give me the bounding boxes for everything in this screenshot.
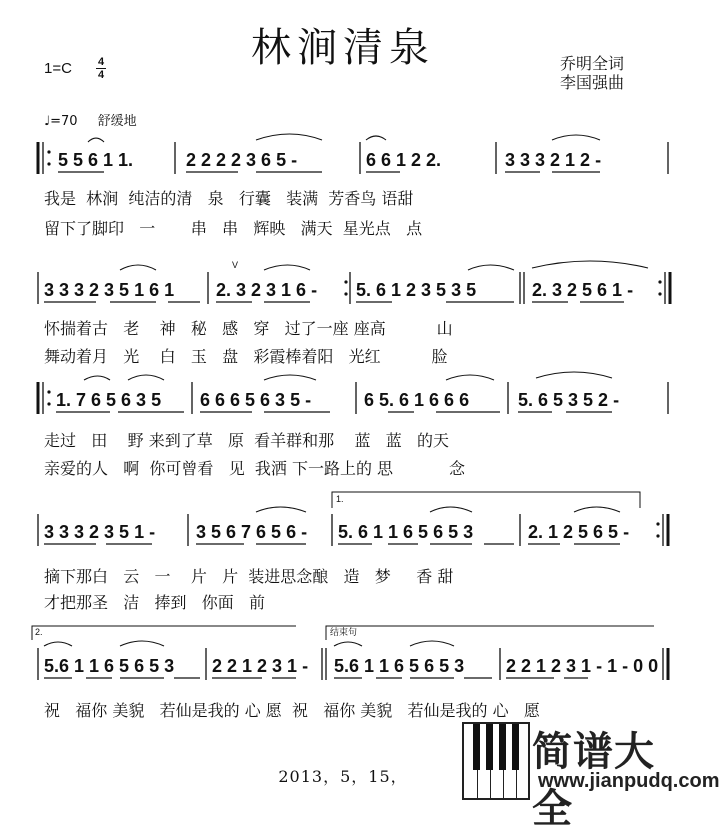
measure: 2. 3 2 5 6 1 - xyxy=(532,280,634,300)
piano-keys-icon xyxy=(462,722,530,800)
measure: 5 5 6 1 1. xyxy=(58,150,134,170)
measure: 5. 6 5 3 5 2 - xyxy=(518,390,620,410)
measure: 3 3 3 2 3 5 1 6 1 xyxy=(44,280,175,300)
measure: 3 3 3 2 3 5 1 - xyxy=(44,522,156,542)
score-row-1 xyxy=(0,128,686,188)
time-signature-top: 4 xyxy=(97,56,105,68)
lyric-line: 怀揣着古 老 神 秘 感 穿 过了一座 座高 山 xyxy=(44,319,453,338)
tempo-value: ♩=70 xyxy=(44,114,78,129)
measure: 2 2 1 2 3 1 - xyxy=(212,656,309,676)
volta-label: 2. xyxy=(35,627,43,637)
composer: 李国强曲 xyxy=(560,73,625,92)
site-url[interactable]: www.jianpudq.com xyxy=(538,770,719,792)
brand-name: 简谱大全 xyxy=(532,729,655,832)
lyric-line: 祝 福你 美貌 若仙是我的 心 愿 祝 福你 美貌 若仙是我的 心 愿 xyxy=(44,701,540,720)
score-row-4 xyxy=(0,488,686,568)
expression-mark: 舒缓地 xyxy=(97,114,137,129)
lyric-line: 我是 林涧 纯洁的清 泉 行囊 装满 芳香鸟 语甜 xyxy=(44,189,414,208)
lyricist: 乔明全词 xyxy=(560,54,625,73)
lyric-line: 亲爱的人 啊 你可曾看 见 我洒 下一路上的 思 念 xyxy=(44,459,465,478)
score-row-2 xyxy=(0,258,686,318)
measure: 6 6 6 5 6 3 5 - xyxy=(200,390,312,410)
measure: 2 2 2 2 3 6 5 - xyxy=(186,150,298,170)
measure: 1. 7 6 5 6 3 5 xyxy=(56,390,162,410)
key-signature: 1=C xyxy=(44,60,72,77)
site-logo[interactable] xyxy=(462,718,719,832)
date: 2013，5，15， xyxy=(278,767,408,786)
time-signature-bottom: 4 xyxy=(97,69,105,81)
measure: 2. 1 2 5 6 5 - xyxy=(528,522,630,542)
lyric-line: 舞动着月 光 白 玉 盘 彩霞棒着阳 光红 脸 xyxy=(44,347,448,366)
measure: 6 5. 6 1 6 6 6 xyxy=(364,390,470,410)
lyric-line: 才把那圣 洁 捧到 你面 前 xyxy=(44,593,266,612)
lyric-line: 留下了脚印 一 串 串 辉映 满天 星光点 点 xyxy=(44,219,423,238)
measure: 5.6 1 1 6 5 6 5 3 xyxy=(44,656,175,676)
coda-label: 结束句 xyxy=(330,627,358,637)
lyric-line: 摘下那白 云 一 片 片 装进思念酿 造 梦 香 甜 xyxy=(44,567,454,586)
measure: 5.6 1 1 6 5 6 5 3 xyxy=(334,656,465,676)
measure: 2. 3 2 3 1 6 - xyxy=(216,280,318,300)
tempo-marking xyxy=(44,110,147,129)
song-title: 林涧清泉 xyxy=(251,25,435,71)
lyric-line: 走过 田 野 来到了草 原 看羊群和那 蓝 蓝 的天 xyxy=(44,431,449,450)
volta-label: 1. xyxy=(336,494,344,504)
measure: 5. 6 1 1 6 5 6 5 3 xyxy=(338,522,474,542)
measure: 3 5 6 7 6 5 6 - xyxy=(196,522,308,542)
measure: 3 3 3 2 1 2 - xyxy=(505,150,602,170)
measure: 5. 6 1 2 3 5 3 5 xyxy=(356,280,477,300)
svg-text:V: V xyxy=(232,260,239,270)
time-signature xyxy=(96,57,106,80)
score-row-3 xyxy=(0,368,686,428)
measure: 6 6 1 2 2. xyxy=(366,150,442,170)
measure: 2 2 1 2 3 1 - 1 - 0 0 xyxy=(506,656,659,676)
credits xyxy=(560,54,624,92)
score-row-5 xyxy=(0,620,686,700)
